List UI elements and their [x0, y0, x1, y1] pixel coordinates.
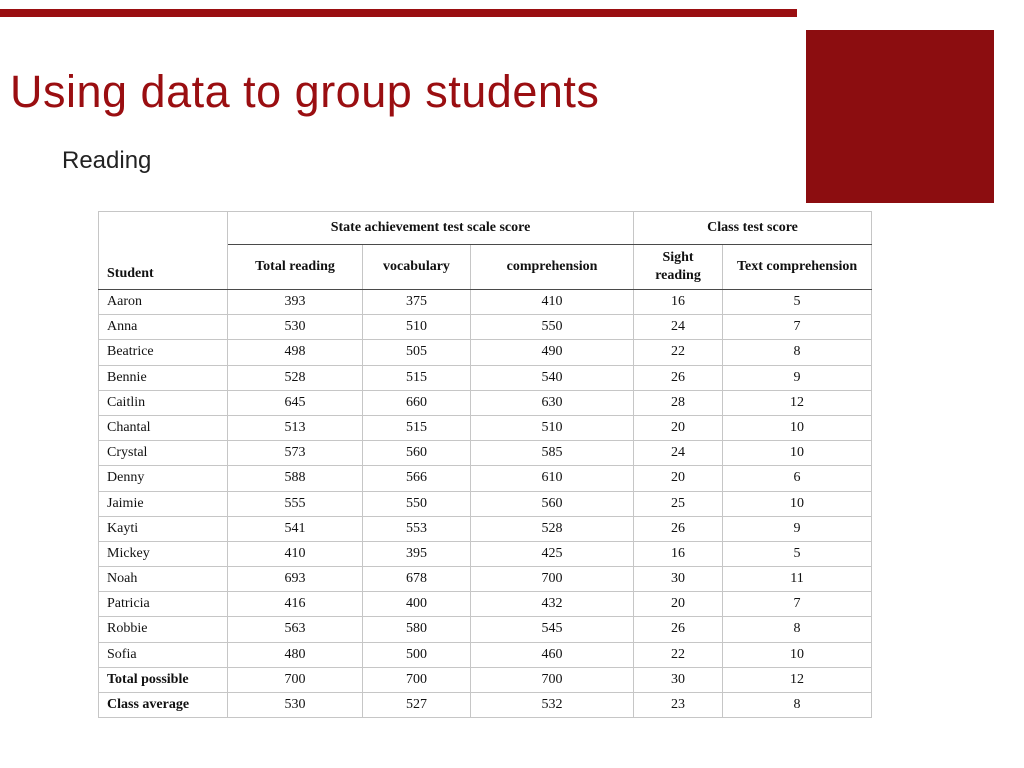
column-header-vocabulary: vocabulary — [363, 245, 471, 290]
score-cell: 560 — [471, 491, 634, 516]
score-cell: 573 — [228, 441, 363, 466]
score-cell: 22 — [634, 340, 723, 365]
score-cell: 7 — [723, 315, 872, 340]
score-cell: 553 — [363, 516, 471, 541]
student-name-cell: Jaimie — [99, 491, 228, 516]
table-row — [99, 365, 872, 390]
score-cell: 530 — [228, 693, 363, 718]
score-cell: 10 — [723, 491, 872, 516]
score-cell: 510 — [471, 415, 634, 440]
student-name-cell: Robbie — [99, 617, 228, 642]
student-scores-table — [98, 211, 872, 718]
student-name-cell: Total possible — [99, 667, 228, 692]
score-cell: 498 — [228, 340, 363, 365]
student-name-cell: Noah — [99, 567, 228, 592]
score-cell: 20 — [634, 415, 723, 440]
student-name-cell: Crystal — [99, 441, 228, 466]
score-cell: 23 — [634, 693, 723, 718]
score-cell: 5 — [723, 541, 872, 566]
score-cell: 585 — [471, 441, 634, 466]
score-cell: 630 — [471, 390, 634, 415]
score-cell: 16 — [634, 290, 723, 315]
student-scores-table-container — [98, 211, 871, 718]
score-cell: 532 — [471, 693, 634, 718]
corner-accent-square — [806, 30, 994, 203]
score-cell: 678 — [363, 567, 471, 592]
table-row — [99, 667, 872, 692]
table-row — [99, 567, 872, 592]
score-cell: 5 — [723, 290, 872, 315]
score-cell: 10 — [723, 415, 872, 440]
score-cell: 9 — [723, 365, 872, 390]
score-cell: 8 — [723, 693, 872, 718]
table-body — [99, 290, 872, 718]
score-cell: 580 — [363, 617, 471, 642]
table-row — [99, 315, 872, 340]
score-cell: 588 — [228, 466, 363, 491]
score-cell: 560 — [363, 441, 471, 466]
score-cell: 375 — [363, 290, 471, 315]
score-cell: 26 — [634, 516, 723, 541]
table-row — [99, 290, 872, 315]
score-cell: 645 — [228, 390, 363, 415]
table-row — [99, 642, 872, 667]
score-cell: 16 — [634, 541, 723, 566]
score-cell: 410 — [228, 541, 363, 566]
column-header-student: Student — [99, 212, 228, 290]
score-cell: 515 — [363, 415, 471, 440]
table-row — [99, 415, 872, 440]
score-cell: 550 — [363, 491, 471, 516]
score-cell: 610 — [471, 466, 634, 491]
score-cell: 490 — [471, 340, 634, 365]
score-cell: 20 — [634, 466, 723, 491]
student-name-cell: Sofia — [99, 642, 228, 667]
score-cell: 11 — [723, 567, 872, 592]
student-name-cell: Patricia — [99, 592, 228, 617]
score-cell: 425 — [471, 541, 634, 566]
group-header-state-test: State achievement test scale score — [228, 212, 634, 245]
table-row — [99, 693, 872, 718]
score-cell: 24 — [634, 315, 723, 340]
score-cell: 6 — [723, 466, 872, 491]
score-cell: 528 — [228, 365, 363, 390]
score-cell: 700 — [471, 567, 634, 592]
score-cell: 7 — [723, 592, 872, 617]
student-name-cell: Kayti — [99, 516, 228, 541]
group-header-row — [99, 212, 872, 245]
score-cell: 530 — [228, 315, 363, 340]
score-cell: 700 — [363, 667, 471, 692]
column-header-total-reading: Total reading — [228, 245, 363, 290]
score-cell: 513 — [228, 415, 363, 440]
score-cell: 400 — [363, 592, 471, 617]
score-cell: 395 — [363, 541, 471, 566]
student-name-cell: Anna — [99, 315, 228, 340]
student-name-cell: Bennie — [99, 365, 228, 390]
student-name-cell: Beatrice — [99, 340, 228, 365]
score-cell: 24 — [634, 441, 723, 466]
table-row — [99, 441, 872, 466]
score-cell: 22 — [634, 642, 723, 667]
score-cell: 527 — [363, 693, 471, 718]
score-cell: 693 — [228, 567, 363, 592]
student-name-cell: Mickey — [99, 541, 228, 566]
score-cell: 510 — [363, 315, 471, 340]
table-row — [99, 390, 872, 415]
score-cell: 393 — [228, 290, 363, 315]
score-cell: 700 — [228, 667, 363, 692]
score-cell: 505 — [363, 340, 471, 365]
student-name-cell: Class average — [99, 693, 228, 718]
column-header-text-comprehension: Text comprehension — [723, 245, 872, 290]
student-name-cell: Aaron — [99, 290, 228, 315]
score-cell: 28 — [634, 390, 723, 415]
score-cell: 20 — [634, 592, 723, 617]
score-cell: 9 — [723, 516, 872, 541]
student-name-cell: Denny — [99, 466, 228, 491]
score-cell: 563 — [228, 617, 363, 642]
score-cell: 10 — [723, 642, 872, 667]
score-cell: 410 — [471, 290, 634, 315]
score-cell: 8 — [723, 617, 872, 642]
score-cell: 550 — [471, 315, 634, 340]
score-cell: 432 — [471, 592, 634, 617]
student-name-cell: Chantal — [99, 415, 228, 440]
score-cell: 528 — [471, 516, 634, 541]
score-cell: 30 — [634, 667, 723, 692]
column-header-comprehension: comprehension — [471, 245, 634, 290]
score-cell: 416 — [228, 592, 363, 617]
score-cell: 26 — [634, 617, 723, 642]
table-row — [99, 617, 872, 642]
table-row — [99, 491, 872, 516]
score-cell: 540 — [471, 365, 634, 390]
top-accent-bar — [0, 9, 797, 17]
score-cell: 555 — [228, 491, 363, 516]
score-cell: 541 — [228, 516, 363, 541]
score-cell: 515 — [363, 365, 471, 390]
score-cell: 660 — [363, 390, 471, 415]
score-cell: 545 — [471, 617, 634, 642]
table-row — [99, 592, 872, 617]
slide-title: Using data to group students — [10, 66, 600, 117]
table-row — [99, 340, 872, 365]
score-cell: 12 — [723, 390, 872, 415]
score-cell: 8 — [723, 340, 872, 365]
column-header-sight-reading: Sight reading — [634, 245, 723, 290]
slide-subtitle: Reading — [62, 147, 152, 174]
table-row — [99, 516, 872, 541]
score-cell: 460 — [471, 642, 634, 667]
score-cell: 25 — [634, 491, 723, 516]
score-cell: 566 — [363, 466, 471, 491]
score-cell: 12 — [723, 667, 872, 692]
table-row — [99, 541, 872, 566]
score-cell: 480 — [228, 642, 363, 667]
student-name-cell: Caitlin — [99, 390, 228, 415]
score-cell: 500 — [363, 642, 471, 667]
group-header-class-test: Class test score — [634, 212, 872, 245]
score-cell: 26 — [634, 365, 723, 390]
score-cell: 700 — [471, 667, 634, 692]
table-row — [99, 466, 872, 491]
score-cell: 30 — [634, 567, 723, 592]
score-cell: 10 — [723, 441, 872, 466]
